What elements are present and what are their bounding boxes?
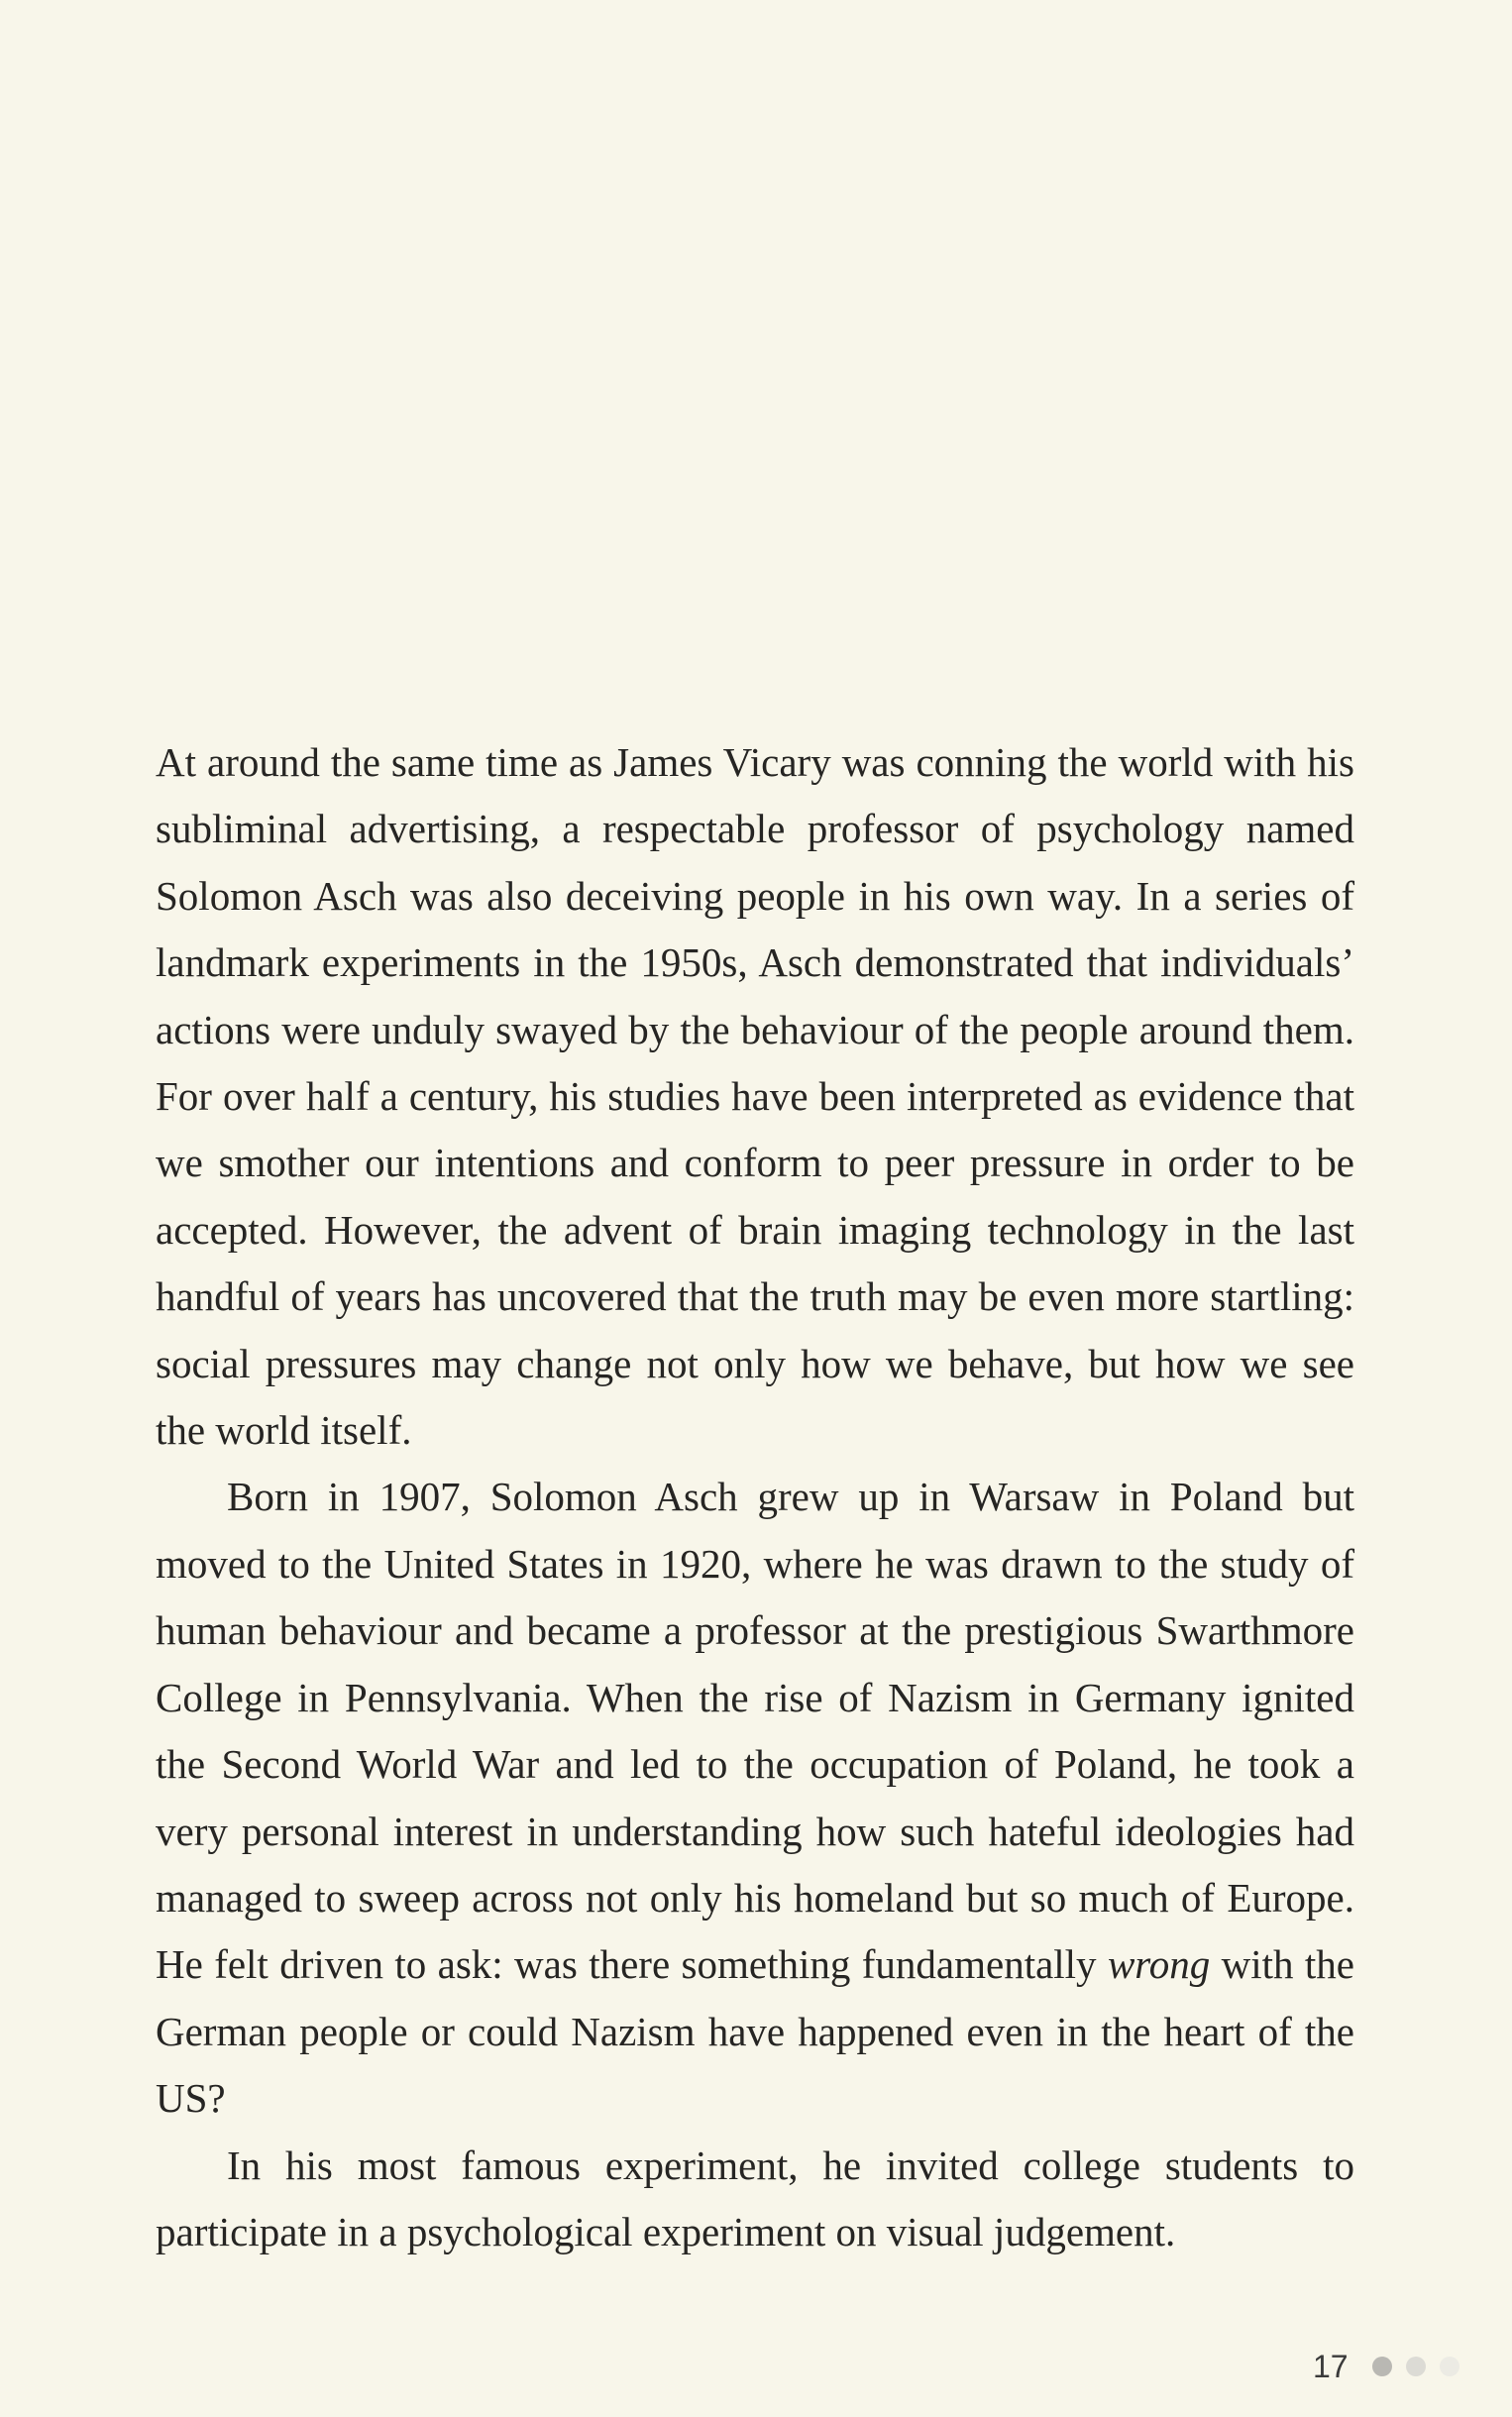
ornament-dot-icon [1406,2357,1426,2376]
paragraph-1 [156,729,1354,1464]
ornament-dot-icon [1440,2357,1459,2376]
ornament-dot-icon [1372,2357,1392,2376]
paragraph-2-text-start: Born in 1907, Solomon Asch grew up in Warsaw in Poland but moved to the United States in 1920, where he was drawn to the study of human behaviour and became a professor at the prestigious Swarthmore College in Pennsylvania. When the rise of Nazism in Germany ignited the Second World War and led to the occupation of Poland, he took a very personal interest in understanding how such hateful ideologies had managed to sweep across not only his homeland but so much of Europe. He felt driven to ask: was there something fundamentally [156,1474,1354,1988]
paragraph-2-text-end: with the German people or could Nazism have happened even in the heart of the US? [156,1941,1354,2122]
paragraph-2-emphasis: wrong [1107,1941,1211,1988]
paragraph-3 [156,2133,1354,2266]
paragraph-2 [156,1464,1354,2132]
page-ornament [1372,2354,1459,2379]
page-number: 17 [1313,2349,1349,2384]
paragraph-1-text: At around the same time as James Vicary was conning the world with his subliminal advertising, a respectable professor of psychology named Solomon Asch was also deceiving people in his own way. In a series of landmark experiments in the 1950s, Asch demonstrated that individuals’ actions were unduly swayed by the behaviour of the people around them. For over half a century, his studies have been interpreted as evidence that we smother our intentions and conform to peer pressure in order to be accepted. However, the advent of brain imaging technology in the last handful of years has uncovered that the truth may be even more startling: social pressures may change not only how we behave, but how we see the world itself. [156,739,1354,1454]
body-text [156,729,1354,2265]
paragraph-3-text: In his most famous experiment, he invited college students to participate in a psychological experiment on visual judgement. [156,2142,1354,2254]
